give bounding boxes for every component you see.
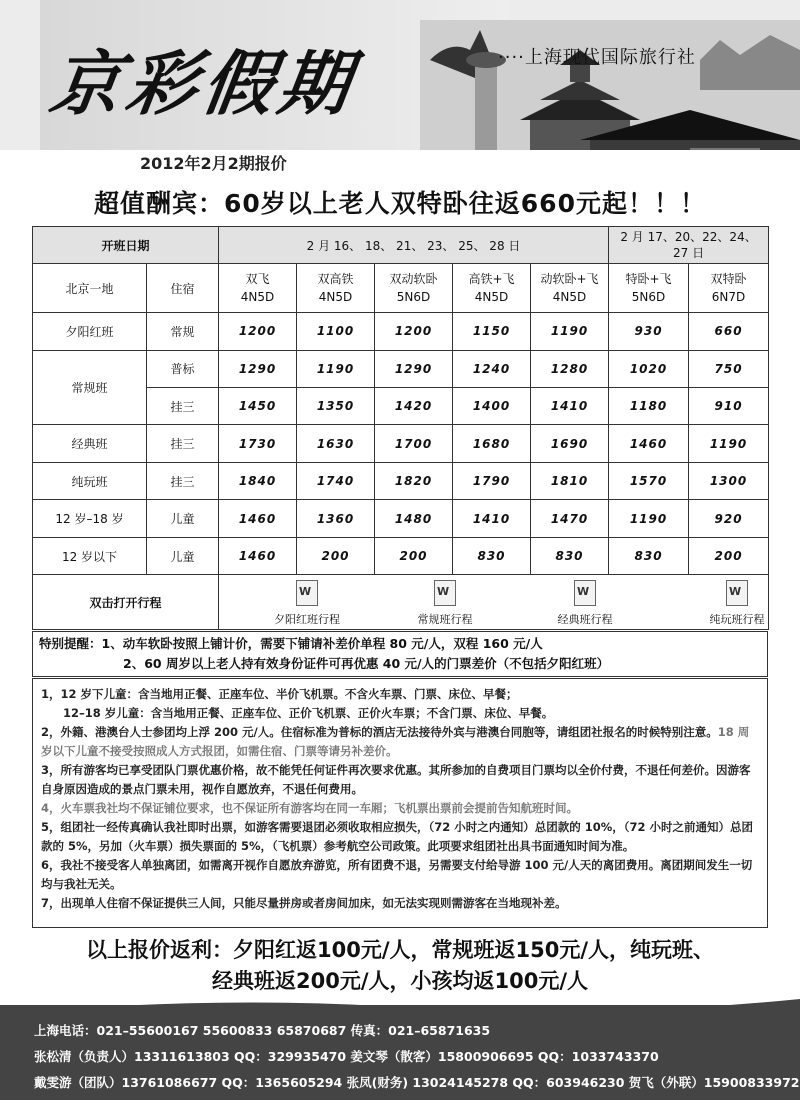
transport-days: 4N5D <box>318 290 353 305</box>
itinerary-link-pure[interactable] <box>697 580 777 627</box>
price-cell: 1570 <box>609 462 689 499</box>
note-2 <box>41 723 759 761</box>
note-6: 6，我社不接受客人单独离团，如需离开视作自愿放弃游览，所有团费不退，另需要支付给导游 100 元/人天的离团费用。离团期间发生一切均与我社无关。 <box>41 858 753 891</box>
word-document-icon <box>574 580 596 606</box>
itinerary-link-label: 夕阳红班行程 <box>274 613 341 627</box>
word-document-icon <box>434 580 456 606</box>
price-cell: 1690 <box>531 425 609 462</box>
price-cell: 1480 <box>375 500 453 537</box>
price-cell: 1810 <box>531 462 609 499</box>
contact-line-1: 上海电话：021–55600167 55600833 65870687 传真：021–65871635 <box>34 1023 491 1038</box>
price-cell: 1790 <box>453 462 531 499</box>
transport-days: 5N6D <box>396 290 431 305</box>
note-3: 3，所有游客均已享受团队门票优惠价格，故不能凭任何证件再次要求优惠。其所参加的自费项目门票均以全价付费，不退任何差价。因游客自身原因造成的景点门票未用，视作自愿放弃，不退任何费用。 <box>41 763 751 796</box>
price-cell: 1630 <box>297 425 375 462</box>
tour-group: 12 岁以下 <box>33 537 147 575</box>
itinerary-link-label: 常规班行程 <box>417 613 473 627</box>
price-cell: 1730 <box>219 425 297 462</box>
word-icon-letter: W <box>299 585 312 599</box>
word-icon-letter: W <box>577 585 590 599</box>
transport-header <box>609 264 689 313</box>
reminder-line-1: 特别提醒：1、动车软卧按照上铺计价，需要下铺请补差价单程 80 元/人，双程 160 元/人 <box>39 636 543 651</box>
tour-group: 纯玩班 <box>33 462 147 499</box>
price-cell: 910 <box>689 387 769 424</box>
price-cell: 750 <box>689 350 769 387</box>
price-cell: 200 <box>375 537 453 575</box>
price-cell: 1180 <box>609 387 689 424</box>
price-cell: 830 <box>453 537 531 575</box>
transport-header <box>531 264 609 313</box>
price-row <box>33 425 769 462</box>
stay-type: 挂三 <box>147 462 219 499</box>
itinerary-label: 双击打开行程 <box>33 575 219 630</box>
price-cell: 1240 <box>453 350 531 387</box>
price-cell: 1190 <box>689 425 769 462</box>
price-cell: 1280 <box>531 350 609 387</box>
transport-header <box>453 264 531 313</box>
price-cell: 1190 <box>531 313 609 350</box>
price-cell: 1680 <box>453 425 531 462</box>
tour-group: 经典班 <box>33 425 147 462</box>
price-cell: 1200 <box>375 313 453 350</box>
brand-title: 京彩假期 <box>45 42 362 125</box>
rebate-line-1: 以上报价返利：夕阳红返100元/人，常规班返150元/人，纯玩班、 <box>85 938 714 962</box>
price-cell: 200 <box>297 537 375 575</box>
transport-name: 高铁+飞 <box>468 272 515 287</box>
transport-days: 4N5D <box>552 290 587 305</box>
stay-type: 普标 <box>147 350 219 387</box>
price-row <box>33 462 769 499</box>
price-cell: 1740 <box>297 462 375 499</box>
transport-days: 5N6D <box>631 290 666 305</box>
price-cell: 1470 <box>531 500 609 537</box>
rebate-line-2: 经典班返200元/人，小孩均返100元/人 <box>211 969 588 993</box>
transport-name: 特卧+飞 <box>625 272 672 287</box>
transport-days: 4N5D <box>474 290 509 305</box>
price-cell: 200 <box>689 537 769 575</box>
price-row <box>33 313 769 350</box>
price-row <box>33 500 769 537</box>
transport-days: 4N5D <box>240 290 275 305</box>
transport-name: 动软卧+飞 <box>540 272 599 287</box>
contact-footer <box>0 1005 800 1100</box>
price-cell: 1450 <box>219 387 297 424</box>
departure-dates-b: 2 月 17、20、22、24、27 日 <box>609 227 769 264</box>
price-cell: 1410 <box>531 387 609 424</box>
price-cell: 1360 <box>297 500 375 537</box>
price-cell: 1410 <box>453 500 531 537</box>
departure-dates-a: 2 月 16、 18、 21、 23、 25、 28 日 <box>219 227 609 264</box>
price-row <box>33 350 769 387</box>
price-cell: 920 <box>689 500 769 537</box>
itinerary-link-regular[interactable] <box>405 580 485 627</box>
itinerary-links <box>219 576 768 628</box>
transport-name: 双高铁 <box>317 272 354 287</box>
price-cell: 1300 <box>689 462 769 499</box>
transport-header <box>375 264 453 313</box>
itinerary-link-sunset[interactable] <box>267 580 347 627</box>
special-reminder <box>32 631 768 677</box>
stay-type: 挂三 <box>147 387 219 424</box>
terms-notes <box>32 678 768 928</box>
itinerary-link-classic[interactable] <box>545 580 625 627</box>
route-label: 北京一地 <box>33 264 147 313</box>
transport-name: 双动软卧 <box>389 272 438 287</box>
price-table <box>32 226 769 630</box>
tour-group: 常规班 <box>33 350 147 425</box>
price-row <box>33 537 769 575</box>
contact-line-2: 张松清（负责人）13311613803 QQ：329935470 姜文琴（散客）15800906695 QQ：1033743370 <box>34 1049 659 1064</box>
agency-name: ····上海现代国际旅行社 <box>498 47 696 68</box>
itinerary-link-label: 纯玩班行程 <box>709 613 765 627</box>
tour-group: 12 岁–18 岁 <box>33 500 147 537</box>
note-2-extra: 18 周岁以下儿童不接受按照成人方式报团，如需住宿、门票等请另补差价。 <box>41 725 750 758</box>
price-cell: 1460 <box>219 537 297 575</box>
price-cell: 1200 <box>219 313 297 350</box>
price-cell: 830 <box>609 537 689 575</box>
schedule-header: 开班日期 <box>33 227 219 264</box>
lodging-label: 住宿 <box>147 264 219 313</box>
transport-header <box>219 264 297 313</box>
word-icon-letter: W <box>729 585 742 599</box>
price-cell: 1190 <box>297 350 375 387</box>
tour-group: 夕阳红班 <box>33 313 147 350</box>
price-cell: 1290 <box>219 350 297 387</box>
quote-period: 2012年2月2期报价 <box>140 154 287 173</box>
price-cell: 1420 <box>375 387 453 424</box>
transport-name: 双飞 <box>245 272 270 287</box>
stay-type: 儿童 <box>147 537 219 575</box>
price-cell: 830 <box>531 537 609 575</box>
price-cell: 1290 <box>375 350 453 387</box>
note-5: 5，组团社一经传真确认我社即时出票，如游客需要退团必须收取相应损失，（72 小时之内通知）总团款的 10%，（72 小时之前通知）总团款的 5%，另加（火车票）损失票面的 5%，（飞机票）参考航空公司政策。此项要求组团社出具书面通知时间为准。 <box>41 820 754 853</box>
note-2-text: 2，外籍、港澳台人士参团均上浮 200 元/人。住宿标准为普标的酒店无法接待外宾与港澳台同胞等，请组团社报名的时候特别注意。 <box>41 725 718 739</box>
price-cell: 660 <box>689 313 769 350</box>
transport-name: 双特卧 <box>710 272 747 287</box>
word-document-icon <box>726 580 748 606</box>
price-cell: 930 <box>609 313 689 350</box>
note-4: 4，火车票我社均不保证铺位要求，也不保证所有游客均在同一车厢；飞机票出票前会提前告知航班时间。 <box>41 801 578 815</box>
price-cell: 1150 <box>453 313 531 350</box>
price-cell: 1700 <box>375 425 453 462</box>
header-white-band <box>0 150 800 183</box>
transport-header <box>689 264 769 313</box>
note-1b: 12–18 岁儿童：含当地用正餐、正座车位、正价飞机票、正价火车票；不含门票、床位、早餐。 <box>63 706 554 720</box>
stay-type: 儿童 <box>147 500 219 537</box>
price-cell: 1350 <box>297 387 375 424</box>
price-cell: 1020 <box>609 350 689 387</box>
price-cell: 1460 <box>219 500 297 537</box>
transport-header <box>297 264 375 313</box>
price-cell: 1840 <box>219 462 297 499</box>
price-cell: 1100 <box>297 313 375 350</box>
price-cell: 1460 <box>609 425 689 462</box>
price-cell: 1820 <box>375 462 453 499</box>
itinerary-link-label: 经典班行程 <box>557 613 613 627</box>
note-7: 7，出现单人住宿不保证提供三人间，只能尽量拼房或者房间加床，如无法实现则需游客在当地现补差。 <box>41 896 567 910</box>
header-banner <box>0 0 800 183</box>
note-1: 1，12 岁下儿童：含当地用正餐、正座车位、半价飞机票。不含火车票、门票、床位、早餐； <box>41 687 518 701</box>
price-cell: 1400 <box>453 387 531 424</box>
word-icon-letter: W <box>437 585 450 599</box>
word-document-icon <box>296 580 318 606</box>
transport-days: 6N7D <box>711 290 746 305</box>
price-cell: 1190 <box>609 500 689 537</box>
reminder-line-2: 2、60 周岁以上老人持有效身份证件可再优惠 40 元/人的门票差价（不包括夕阳红班） <box>123 656 610 671</box>
stay-type: 常规 <box>147 313 219 350</box>
stay-type: 挂三 <box>147 425 219 462</box>
promo-headline: 超值酬宾：60岁以上老人双特卧往返660元起！！！ <box>94 189 706 218</box>
rebate-banner <box>0 935 800 997</box>
contact-line-3: 戴雯游（团队）13761086677 QQ：1365605294 张凤(财务) 13024145278 QQ：603946230 贺飞（外联）15900833972 <box>34 1075 800 1090</box>
